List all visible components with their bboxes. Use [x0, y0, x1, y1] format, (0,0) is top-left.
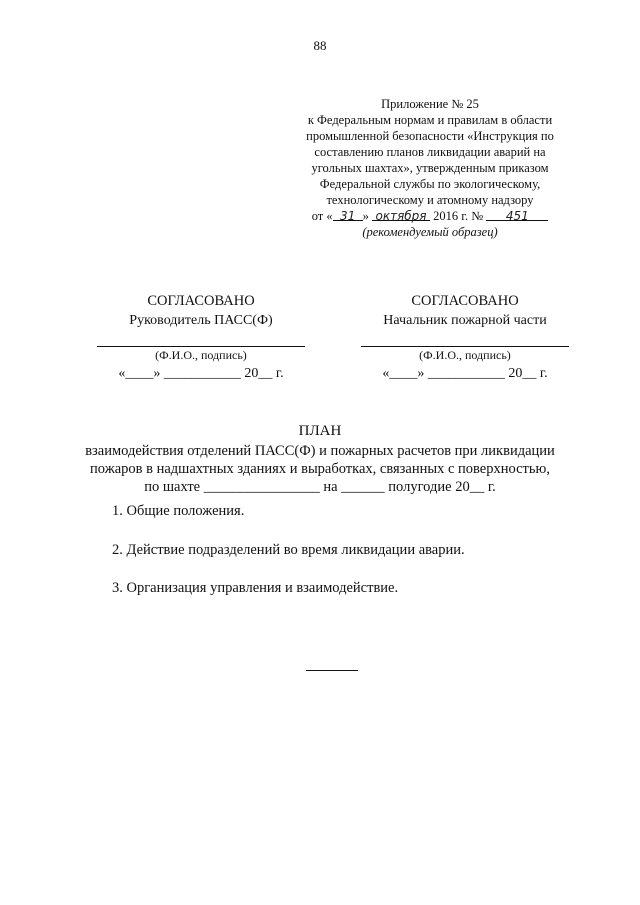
appendix-line: Федеральной службы по экологическому, — [319, 177, 541, 191]
plan-block — [60, 422, 580, 496]
date-mid: » — [362, 209, 369, 223]
signature-line — [361, 336, 569, 347]
signature-line — [97, 336, 305, 347]
approval-position: Руководитель ПАСС(Ф) — [129, 313, 273, 328]
plan-subtitle-line: пожаров в надшахтных зданиях и выработках, связанных с поверхностью, — [90, 461, 550, 477]
approval-heading: СОГЛАСОВАНО — [147, 293, 255, 309]
handwritten-month: октября — [372, 208, 430, 221]
section-item: 3. Организация управления и взаимодействие. — [112, 580, 399, 596]
approval-position: Начальник пожарной части — [383, 313, 547, 328]
date-year: 2016 г. № — [433, 209, 484, 223]
approval-heading: СОГЛАСОВАНО — [411, 293, 519, 309]
plan-title: ПЛАН — [298, 423, 342, 439]
handwritten-day: 31 — [333, 208, 363, 221]
appendix-line: угольных шахтах», утвержденным приказом — [311, 161, 549, 175]
date-prefix: от « — [311, 209, 333, 223]
appendix-line: составлению планов ликвидации аварий на — [314, 145, 546, 159]
handwritten-order-number: 451 — [486, 208, 548, 221]
appendix-line: технологическому и атомному надзору — [326, 193, 534, 207]
appendix-title: Приложение № 25 — [381, 97, 479, 111]
section-item: 1. Общие положения. — [112, 503, 245, 519]
approval-date-line: «____» ___________ 20__ г. — [118, 366, 284, 381]
signature-caption: (Ф.И.О., подпись) — [419, 348, 511, 362]
signature-caption: (Ф.И.О., подпись) — [155, 348, 247, 362]
plan-subtitle-line: по шахте ________________ на ______ полугодие 20__ г. — [144, 479, 496, 495]
page-number: 88 — [313, 38, 327, 53]
approval-date-line: «____» ___________ 20__ г. — [382, 366, 548, 381]
section-item: 2. Действие подразделений во время ликвидации аварии. — [112, 542, 465, 558]
appendix-line: промышленной безопасности «Инструкция по — [306, 129, 554, 143]
recommended-sample-note: (рекомендуемый образец) — [362, 225, 498, 239]
plan-subtitle-line: взаимодействия отделений ПАСС(Ф) и пожарных расчетов при ликвидации — [85, 443, 555, 459]
appendix-header — [300, 96, 560, 240]
approval-block-right — [350, 292, 580, 383]
approval-block-left — [86, 292, 316, 383]
end-rule — [306, 670, 358, 671]
appendix-line: к Федеральным нормам и правилам в области — [307, 113, 553, 127]
order-date-line — [300, 208, 560, 224]
